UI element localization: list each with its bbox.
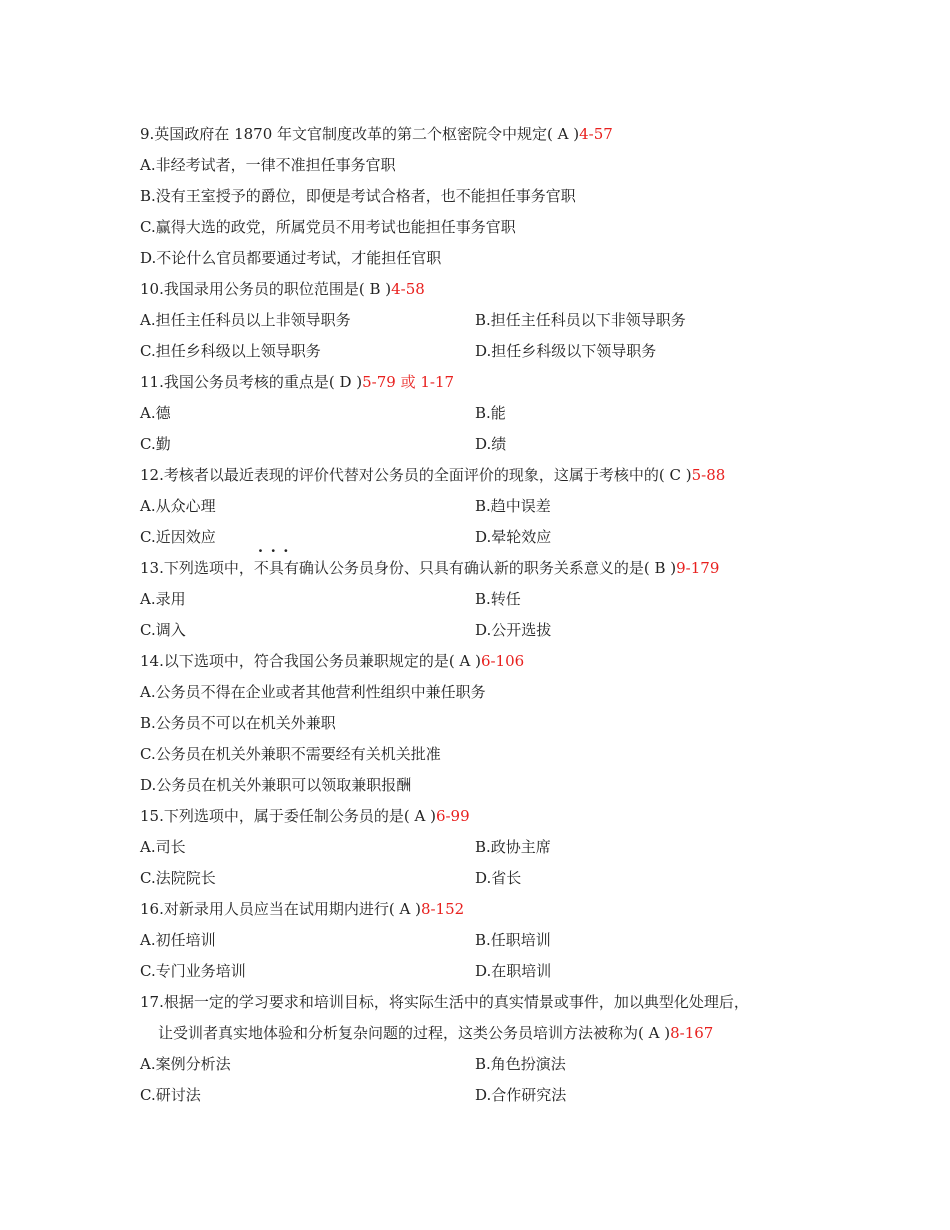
option-a: A.司长	[140, 838, 186, 856]
option-b: B.趋中误差	[475, 497, 551, 515]
option-d: D.绩	[475, 435, 507, 453]
option-row	[140, 491, 810, 522]
page-reference: 4-57	[579, 125, 613, 143]
option-c: C.法院院长	[140, 869, 216, 887]
option-c: C.公务员在机关外兼职不需要经有关机关批准	[140, 745, 441, 763]
page-reference: 6-106	[480, 652, 525, 670]
option-row	[140, 863, 810, 894]
option-b: B.角色扮演法	[475, 1055, 566, 1073]
option-a: A.案例分析法	[140, 1055, 231, 1073]
option-row	[140, 956, 810, 987]
option-row	[140, 1080, 810, 1111]
option-row	[140, 615, 810, 646]
option-a: A.录用	[140, 590, 186, 608]
option-row	[140, 925, 810, 956]
exam-page	[140, 119, 810, 1111]
option-a: A.非经考试者，一律不准担任事务官职	[140, 156, 396, 174]
option-b: B.担任主任科员以下非领导职务	[475, 311, 686, 329]
question-stem	[140, 460, 810, 491]
page-reference: 8-167	[670, 1024, 714, 1042]
option-c: C.专门业务培训	[140, 962, 246, 980]
option-c: C.调入	[140, 621, 186, 639]
option-c: C.研讨法	[140, 1086, 201, 1104]
option-row	[140, 429, 810, 460]
option-a: A.初任培训	[140, 931, 216, 949]
option-row	[140, 336, 810, 367]
question-stem	[140, 367, 810, 398]
option-b: B.政协主席	[475, 838, 551, 856]
option-b: B.转任	[475, 590, 521, 608]
question-stem	[140, 894, 810, 925]
option-d: D.担任乡科级以下领导职务	[475, 342, 657, 360]
option-b: B.能	[475, 404, 506, 422]
option-a: A.从众心理	[140, 497, 216, 515]
question-text: 9.英国政府在 1870 年文官制度改革的第二个枢密院令中规定( A )	[140, 125, 580, 143]
option-row	[140, 522, 810, 553]
option-b: B.没有王室授予的爵位，即便是考试合格者，也不能担任事务官职	[140, 187, 576, 205]
option-row	[140, 832, 810, 863]
question-stem	[140, 646, 810, 677]
option-d: D.合作研究法	[475, 1086, 567, 1104]
page-reference: 9-179	[676, 559, 720, 577]
option-d: D.省长	[475, 869, 522, 887]
option-row	[140, 1049, 810, 1080]
page-reference: 8-152	[420, 900, 465, 918]
question-text: 15.下列选项中，属于委任制公务员的是( A )	[140, 807, 436, 825]
option-row	[140, 305, 810, 336]
option-d: D.晕轮效应	[475, 528, 552, 546]
option-c: C.赢得大选的政党，所属党员不用考试也能担任事务官职	[140, 218, 516, 236]
option-a: A.德	[140, 404, 171, 422]
option-d: D.在职培训	[475, 962, 552, 980]
question-text: 16.对新录用人员应当在试用期内进行( A )	[140, 900, 421, 918]
option-a: A.公务员不得在企业或者其他营利性组织中兼任职务	[140, 683, 486, 701]
emphasis-dotted-text: · · · 不具有	[254, 553, 299, 584]
option-row	[140, 398, 810, 429]
option-c: C.担任乡科级以上领导职务	[140, 342, 321, 360]
option-d: D.公务员在机关外兼职可以领取兼职报酬	[140, 776, 412, 794]
option-b: B.公务员不可以在机关外兼职	[140, 714, 336, 732]
question-stem	[140, 553, 810, 584]
question-text: 让受训者真实地体验和分析复杂问题的过程，这类公务员培训方法被称为( A )	[158, 1024, 671, 1042]
option-a: A.担任主任科员以上非领导职务	[140, 311, 351, 329]
question-text: 12.考核者以最近表现的评价代替对公务员的全面评价的现象，这属于考核中的( C )	[140, 466, 692, 484]
page-reference: 5-88	[691, 466, 726, 484]
option-b: B.任职培训	[475, 931, 551, 949]
question-text: 10.我国录用公务员的职位范围是( B )	[140, 280, 392, 298]
question-stem-continuation	[140, 1018, 810, 1049]
option-d: D.公开选拔	[475, 621, 552, 639]
question-stem: 17.根据一定的学习要求和培训目标，将实际生活中的真实情景或事件，加以典型化处理后，	[140, 993, 749, 1011]
question-text: 13.下列选项中，	[140, 559, 254, 577]
option-row	[140, 584, 810, 615]
option-d: D.不论什么官员都要通过考试，才能担任官职	[140, 249, 442, 267]
option-c: C.勤	[140, 435, 171, 453]
page-reference: 5-79 或 1-17	[362, 373, 455, 391]
question-stem	[140, 801, 810, 832]
question-text: 11.我国公务员考核的重点是( D )	[140, 373, 363, 391]
question-text: 确认公务员身份、只具有确认新的职务关系意义的是( B )	[298, 559, 677, 577]
question-text: 14.以下选项中，符合我国公务员兼职规定的是( A )	[140, 652, 481, 670]
page-reference: 6-99	[435, 807, 470, 825]
question-stem	[140, 119, 810, 150]
page-reference: 4-58	[391, 280, 425, 298]
question-stem	[140, 274, 810, 305]
option-c: C.近因效应	[140, 528, 216, 546]
